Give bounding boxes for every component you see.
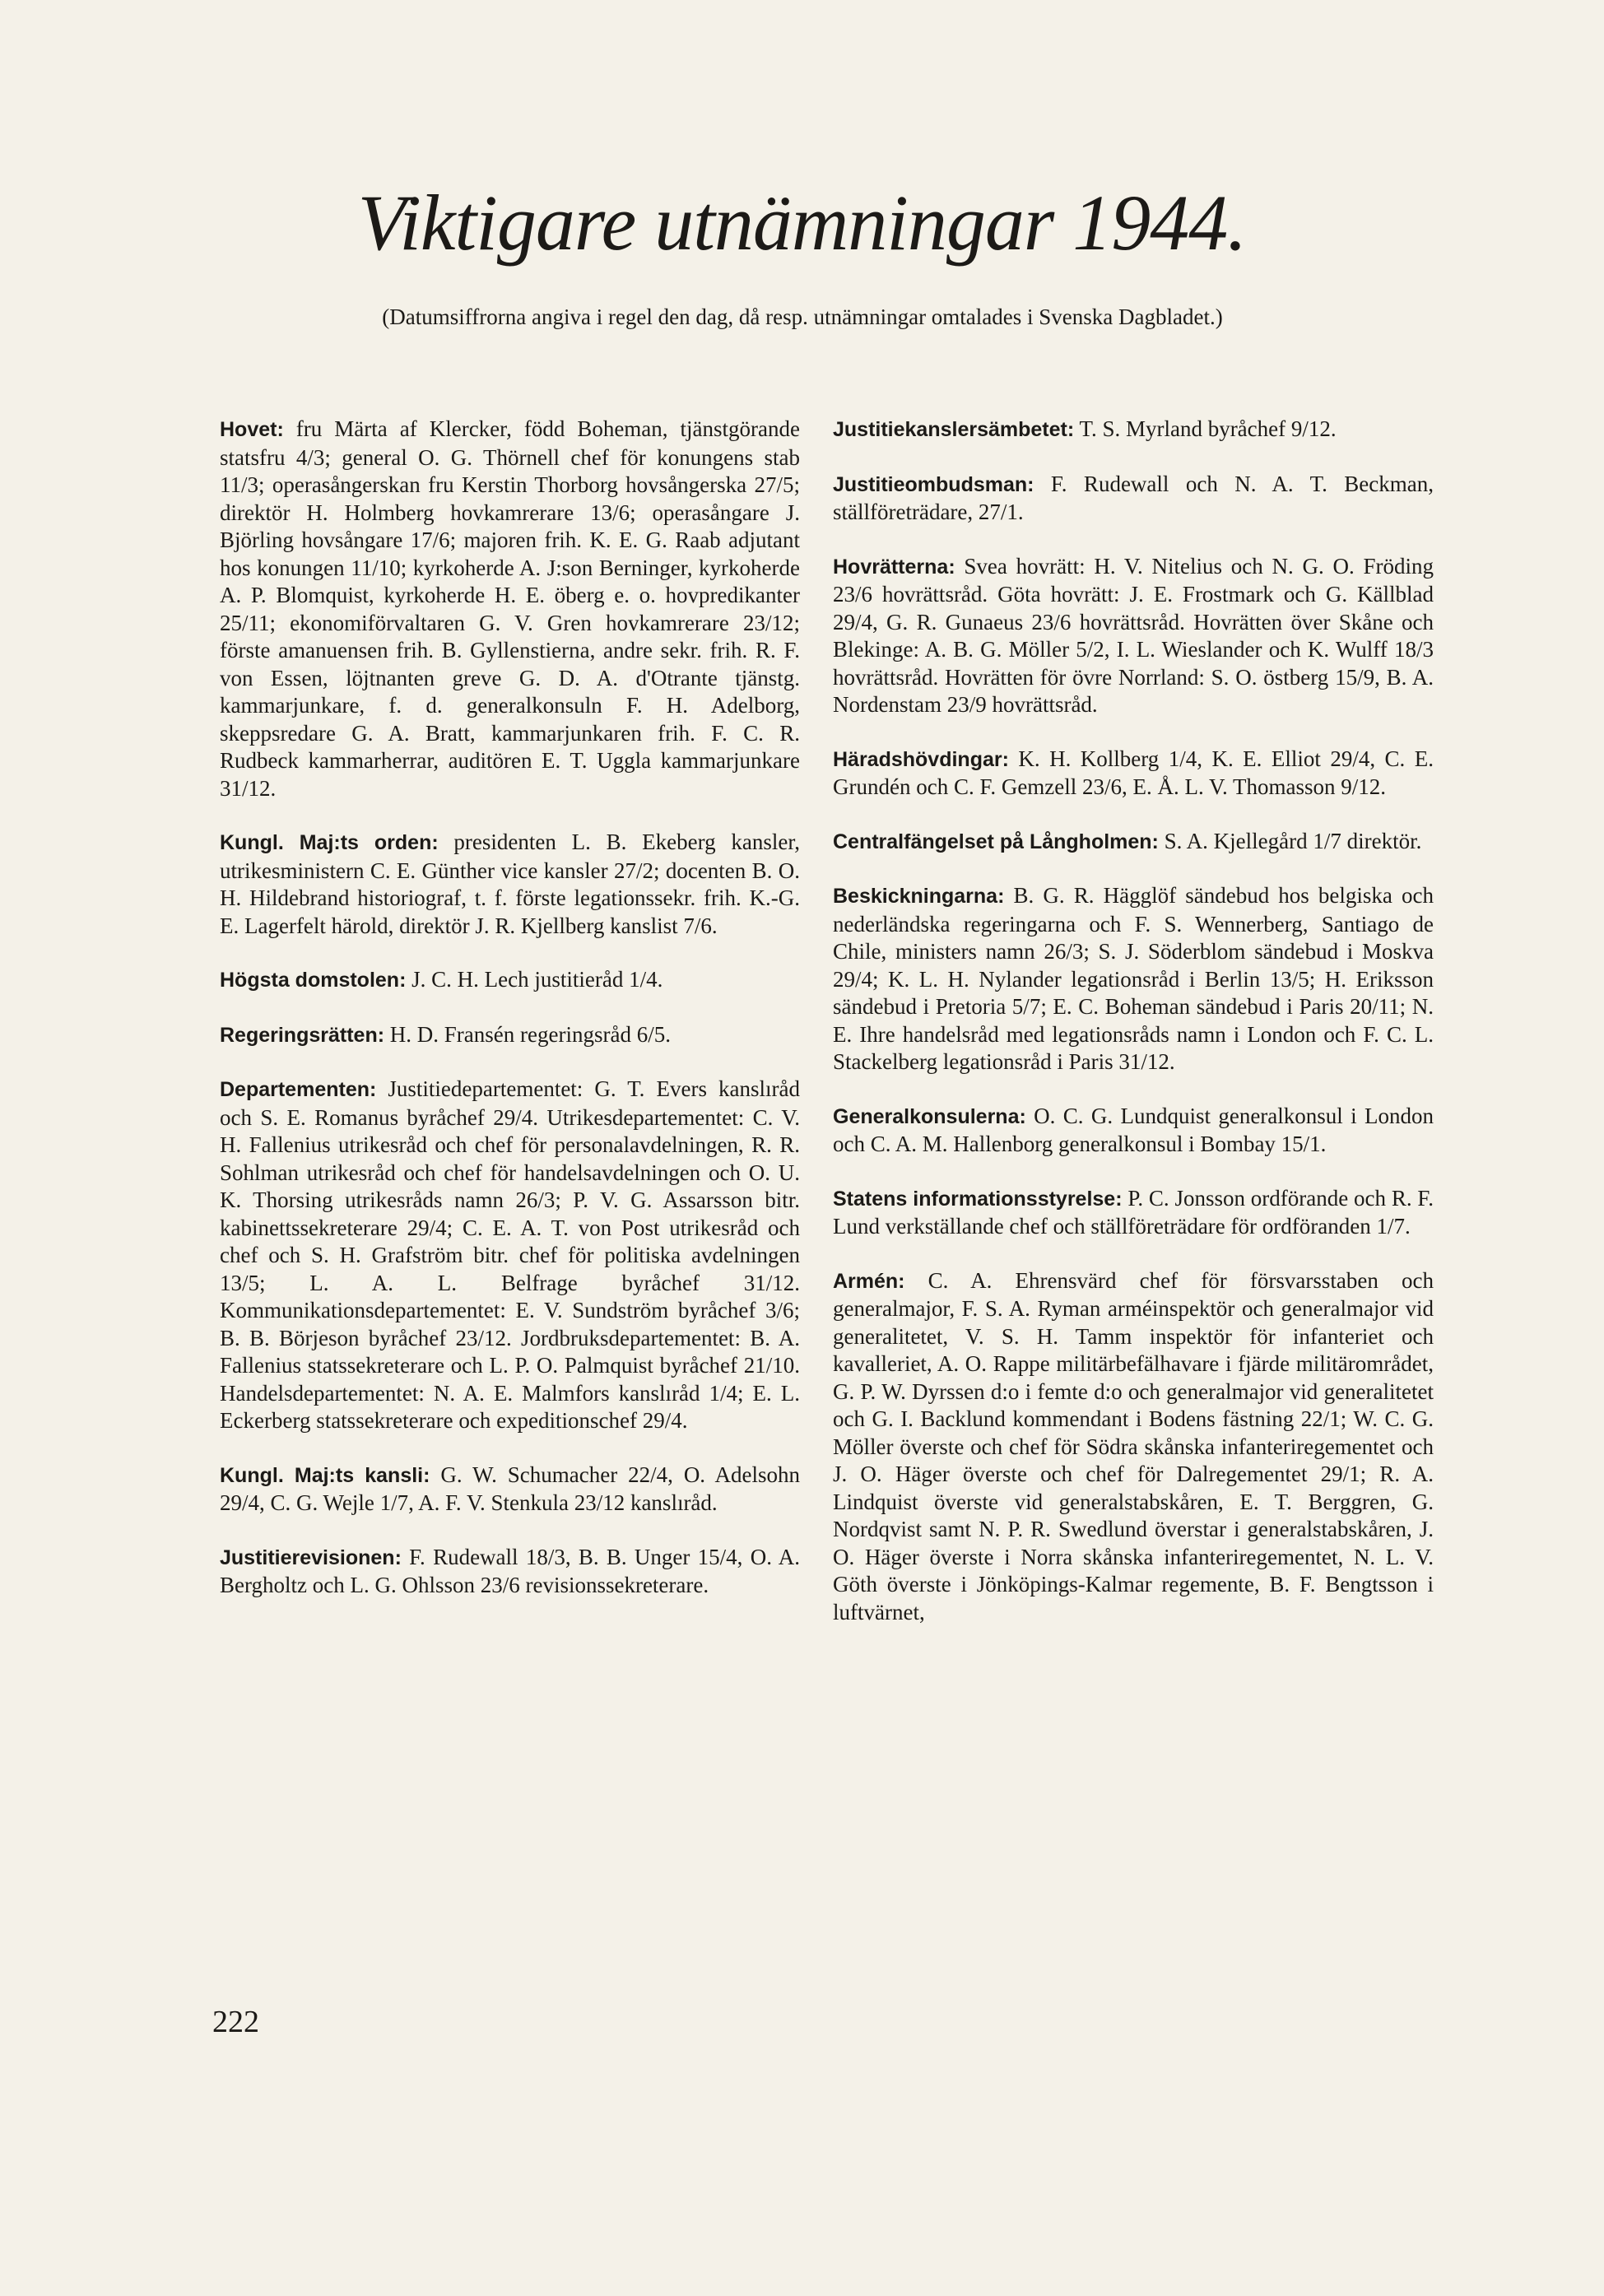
entry-kungl-majts-orden: [220, 829, 800, 940]
entry-armen: [833, 1267, 1434, 1627]
entry-hovratterna: [833, 553, 1434, 719]
entry-beskickningarna: [833, 882, 1434, 1076]
entry-heading: Armén:: [833, 1269, 905, 1293]
entry-heading: Statens informationsstyrelse:: [833, 1187, 1123, 1211]
entry-text: J. C. H. Lech justitieråd 1/4.: [406, 967, 663, 992]
left-column: [220, 416, 800, 1626]
entry-text: T. S. Myrland byråchef 9/12.: [1074, 416, 1337, 441]
entry-heading: Justitiekanslersämbetet:: [833, 418, 1075, 441]
entry-departementen: [220, 1076, 800, 1435]
entry-text: C. A. Ehrensvärd chef för försvarsstaben och generalmajor, F. S. A. Ryman arméinspektör och generalmajor vid generalitetet, V. S. H. Tamm inspektör för infanteriet och kavalleriet, A. O. Rappe militärbefälhavare i fjärde militärområdet, G. P. W. Dyrssen d:o i femte d:o och generalmajor vid generalitetet och G. I. Backlund kommendant i Bodens fästning 22/1; W. C. G. Möller överste och chef för Södra skånska infanteriregementet och J. O. Häger överste och chef för Dalregementet 29/1; R. A. Lindquist överste vid generalstabskåren, E. T. Berggren, G. Nordqvist samt N. P. R. Swedlund överstar i generalstabskåren, J. O. Häger överste i Norra skånska infanteriregementet, N. L. V. Göth överste i Jönköpings-Kalmar regemente, B. F. Bengtsson i luftvärnet,: [833, 1267, 1434, 1624]
entry-heading: Justitierevisionen:: [220, 1545, 402, 1569]
entry-text: Justitiedepartementet: G. T. Evers kanslıråd och S. E. Romanus byråchef 29/4. Utrikesdepartementet: C. V. H. Fallenius utrikesråd och chef för personalavdelningen, R. R. Sohlman utrikesråd och chef för handelsavdelningen och O. U. K. Thorsing utrikesråds namn 26/3; P. V. G. Assarsson bitr. kabinettssekreterare 29/4; C. E. A. T. von Post utrikesråd och chef och S. H. Grafström bitr. chef för politiska avdelningen 13/5; L. A. L. Belfrage byråchef 31/12. Kommunikationsdepartementet: E. V. Sundström byråchef 3/6; B. B. Börjeson byråchef 23/12. Jordbruksdepartementet: B. A. Fallenius statssekreterare och L. P. O. Palmquist byråchef 21/10. Handelsdepartementet: N. A. E. Malmfors kanslıråd 1/4; E. L. Eckerberg statssekreterare och expeditionschef 29/4.: [220, 1076, 800, 1433]
entry-heading: Häradshövdingar:: [833, 747, 1009, 771]
entry-heading: Kungl. Maj:ts kansli:: [220, 1463, 430, 1487]
entry-justitieombudsman: [833, 471, 1434, 527]
entry-heading: Hovet:: [220, 418, 284, 441]
entry-justitierevisionen: [220, 1544, 800, 1600]
entry-kungl-majts-kansli: [220, 1462, 800, 1517]
entry-text: K. H. Kollberg 1/4, K. E. Elliot 29/4, C. E. Grundén och C. F. Gemzell 23/6, E. Å. L. V. Thomasson 9/12.: [833, 746, 1434, 799]
entry-text: B. G. R. Hägglöf sändebud hos belgiska och nederländska regeringarna och F. S. Wennerberg, Santiago de Chile, ministers namn 26/3; S. J. Söderblom sändebud i Moskva 29/4; K. L. H. Nylander legationsråd i Berlin 13/5; H. Eriksson sändebud i Pretoria 5/7; E. C. Boheman sändebud i Paris 20/11; N. E. Ihre handelsråd med legationsråds namn i London och F. C. L. Stackelberg legationsråd i Paris 31/12.: [833, 883, 1434, 1074]
entry-heading: Kungl. Maj:ts orden:: [220, 831, 439, 854]
entry-text: P. C. Jonsson ordförande och R. F. Lund verkställande chef och ställföreträdare för ordföranden 1/7.: [833, 1185, 1434, 1239]
entry-text: F. Rudewall 18/3, B. B. Unger 15/4, O. A. Bergholtz och L. G. Ohlsson 23/6 revisionssekreterare.: [220, 1544, 800, 1597]
entry-text: S. A. Kjellegård 1/7 direktör.: [1158, 828, 1422, 853]
right-column: [833, 416, 1434, 1652]
entry-heading: Departementen:: [220, 1078, 377, 1101]
entry-heading: Beskickningarna:: [833, 885, 1005, 908]
entry-text: fru Märta af Klercker, född Boheman, tjänstgörande statsfru 4/3; general O. G. Thörnell chef för konungens stab 11/3; operasångerskan fru Kerstin Thorborg hovsångerska 27/5; direktör H. Holmberg hovkamrerare 13/6; operasångare J. Björling hovsångare 17/6; majoren frih. K. E. G. Raab adjutant hos konungen 11/10; kyrkoherde A. J:son Berninger, kyrkoherde A. P. Blomquist, kyrkoherde H. E. öberg e. o. hovpredikanter 25/11; ekonomiförvaltaren G. V. Gren hovkamrerare 23/12; förste amanuensen frih. B. Gyllenstierna, andre sekr. frih. R. F. von Essen, löjtnanten greve G. D. A. d'Otrante tjänstg. kammarjunkare, f. d. generalkonsuln F. H. Adelborg, skeppsredare G. A. Bratt, kammarjunkaren frih. F. C. R. Rudbeck kammarherrar, auditören E. T. Uggla kammarjunkare 31/12.: [220, 416, 800, 801]
entry-heading: Justitieombudsman:: [833, 472, 1034, 496]
entry-haradshovdingar: [833, 746, 1434, 802]
entry-justitiekanslersambetet: [833, 416, 1434, 444]
entry-text: H. D. Fransén regeringsråd 6/5.: [384, 1021, 671, 1047]
entry-generalkonsulerna: [833, 1103, 1434, 1159]
entry-centralfangelset: [833, 828, 1434, 857]
page-title: Viktigare utnämningar 1944.: [357, 179, 1247, 267]
entry-text: F. Rudewall och N. A. T. Beckman, ställföreträdare, 27/1.: [833, 471, 1434, 524]
entry-text: presidenten L. B. Ekeberg kansler, utrikesministern C. E. Günther vice kansler 27/2; docenten B. O. H. Hildebrand historiograf, t. f. förste legationssekr. frih. K.-G. E. Lagerfelt härold, direktör J. R. Kjellberg kanslist 7/6.: [220, 830, 800, 938]
entry-text: Svea hovrätt: H. V. Nitelius och N. G. O. Fröding 23/6 hovrättsråd. Göta hovrätt: J. E. Frostmark och G. Källblad 29/4, G. R. Gunaeus 23/6 hovrättsråd. Hovrätten över Skåne och Blekinge: A. B. G. Möller 5/2, I. L. Wieslander och K. Wulff 18/3 hovrättsråd. Hovrätten för övre Norrland: S. O. östberg 15/9, B. A. Nordenstam 23/9 hovrättsråd.: [833, 553, 1434, 717]
entry-heading: Regeringsrätten:: [220, 1023, 385, 1047]
entry-heading: Generalkonsulerna:: [833, 1104, 1026, 1128]
entry-heading: Hovrätterna:: [833, 555, 955, 579]
entry-heading: Högsta domstolen:: [220, 969, 407, 992]
entry-hovet: [220, 416, 800, 802]
entry-statens-informationsstyrelse: [833, 1185, 1434, 1241]
page-subtitle: (Datumsiffrorna angiva i regel den dag, då resp. utnämningar omtalades i Svenska Dagbladet.): [382, 304, 1223, 329]
entry-text: G. W. Schumacher 22/4, O. Adelsohn 29/4, C. G. Wejle 1/7, A. F. V. Stenkula 23/12 kanslıråd.: [220, 1462, 800, 1515]
entry-regeringsratten: [220, 1021, 800, 1050]
entry-text: O. C. G. Lundquist generalkonsul i London och C. A. M. Hallenborg generalkonsul i Bombay 15/1.: [833, 1103, 1434, 1156]
entry-heading: Centralfängelset på Långholmen:: [833, 830, 1159, 853]
entry-hogsta-domstolen: [220, 966, 800, 995]
page-number: 222: [212, 2005, 259, 2039]
